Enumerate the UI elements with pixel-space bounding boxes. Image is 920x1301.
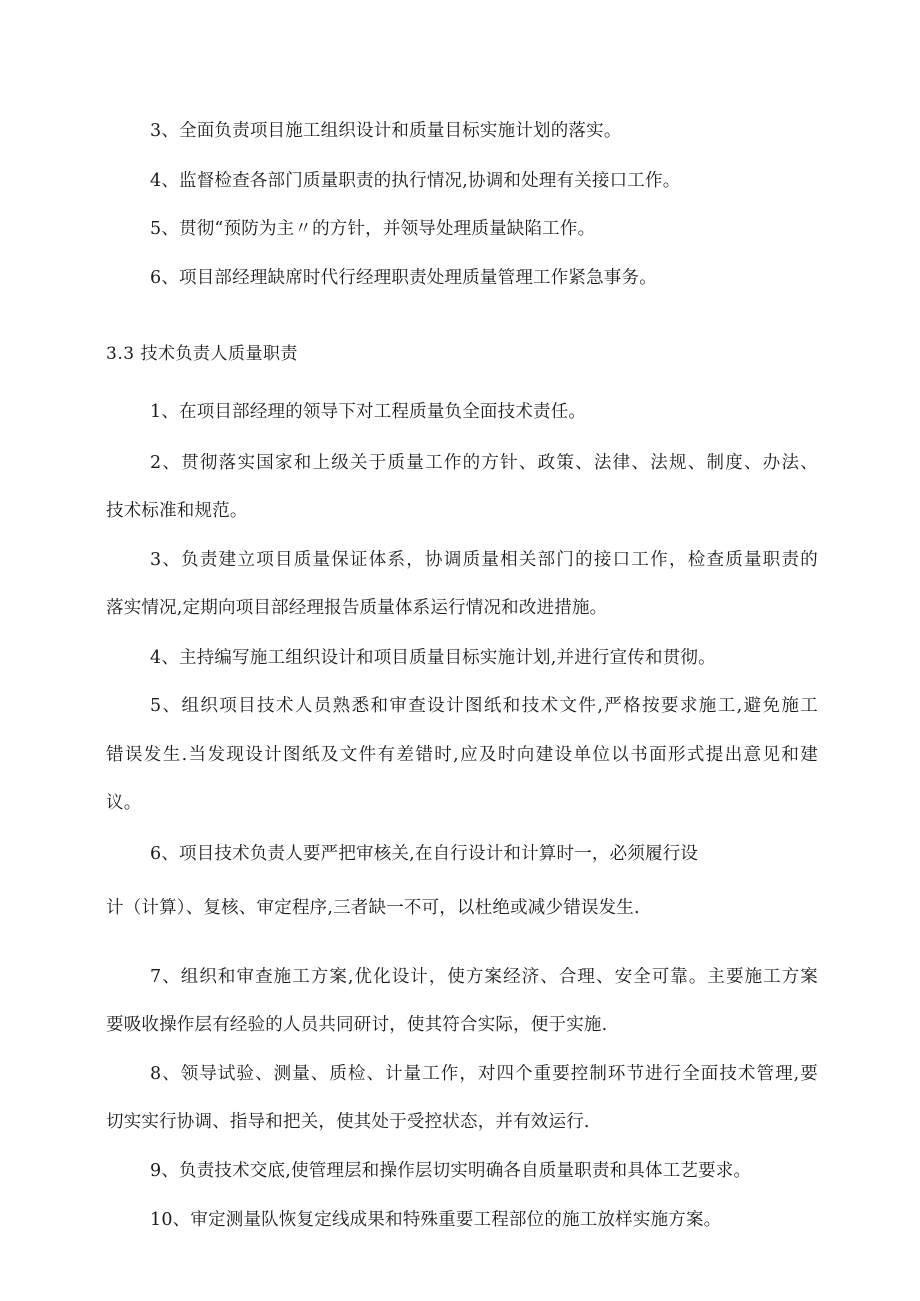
prev-item-3: 3、全面负责项目施工组织设计和质量目标实施计划的落实。: [150, 121, 622, 141]
item-3-line-1: 3、负责建立项目质量保证体系，协调质量相关部门的接口工作，检查质量职责的: [150, 550, 818, 570]
item-2-line-2: 技术标准和规范。: [106, 501, 248, 521]
item-5-line-1: 5、组织项目技术人员熟悉和审查设计图纸和技术文件,严格按要求施工,避免施工: [150, 696, 818, 716]
item-1-line-1: 1、在项目部经理的领导下对工程质量负全面技术责任。: [150, 402, 587, 422]
item-3-line-2: 落实情况,定期向项目部经理报告质量体系运行情况和改进措施。: [106, 598, 608, 618]
item-8-line-1: 8、领导试验、测量、质检、计量工作，对四个重要控制环节进行全面技术管理,要: [150, 1064, 818, 1084]
item-5-line-2: 错误发生.当发现设计图纸及文件有差错时,应及时向建设单位以书面形式提出意见和建: [106, 745, 818, 765]
item-4-line-1: 4、主持编写施工组织设计和项目质量目标实施计划,并进行宣传和贯彻。: [150, 648, 716, 668]
item-2-line-1: 2、贯彻落实国家和上级关于质量工作的方针、政策、法律、法规、制度、办法、: [150, 453, 818, 473]
item-6-line-1: 6、项目技术负责人要严把审核关,在自行设计和计算时一，必须履行设: [150, 844, 699, 864]
prev-item-5: 5、贯彻“预防为主〃的方针，并领导处理质量缺陷工作。: [150, 219, 596, 239]
section-heading: 3.3 技术负责人质量职责: [106, 344, 298, 364]
item-8-line-2: 切实实行协调、指导和把关，使其处于受控状态，并有效运行.: [106, 1112, 590, 1132]
item-10-line-1: 10、审定测量队恢复定线成果和特殊重要工程部位的施工放样实施方案。: [150, 1210, 722, 1230]
item-6-line-2: 计（计算）、复核、审定程序,三者缺一不可，以杜绝或减少错误发生.: [106, 898, 640, 918]
item-7-line-1: 7、组织和审查施工方案,优化设计，使方案经济、合理、安全可靠。主要施工方案: [150, 967, 818, 987]
item-7-line-2: 要吸收操作层有经验的人员共同研讨，使其符合实际，便于实施.: [106, 1015, 608, 1035]
prev-item-4: 4、监督检查各部门质量职责的执行情况,协调和处理有关接口工作。: [150, 171, 681, 191]
prev-item-6: 6、项目部经理缺席时代行经理职责处理质量管理工作紧急事务。: [150, 268, 657, 288]
item-5-line-3: 议。: [106, 793, 142, 813]
item-9-line-1: 9、负责技术交底,使管理层和操作层切实明确各自质量职责和具体工艺要求。: [150, 1161, 752, 1181]
